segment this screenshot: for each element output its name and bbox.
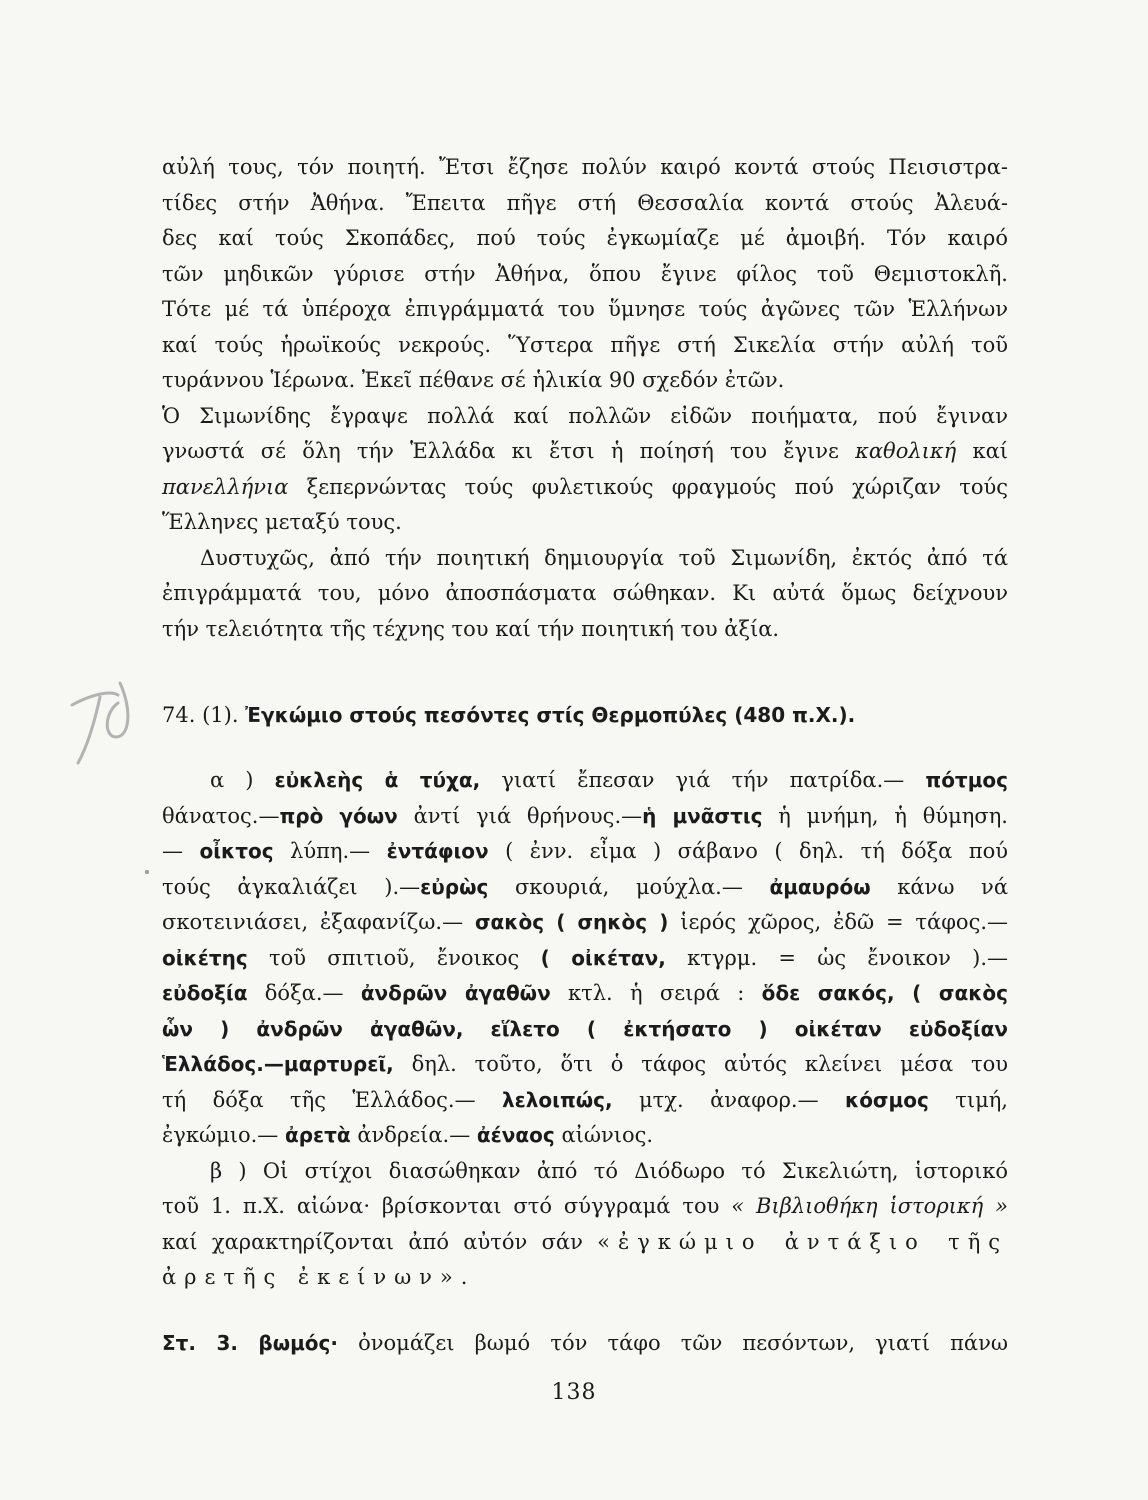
glossary-term: πρὸ γόων bbox=[279, 803, 398, 828]
glossary-term: ἐντάφιον bbox=[386, 839, 489, 863]
glossary-term: πότμος bbox=[925, 768, 1009, 792]
text-line: τίδες στήν Ἀθήνα. Ἔπειτα πῆγε στή Θεσσαλία κοντά στούς Ἀλευά- bbox=[162, 190, 1008, 215]
text-run: θάνατος.— bbox=[162, 803, 280, 828]
text-line: τῶν μηδικῶν γύρισε στήν Ἀθήνα, ὅπου ἔγινε φίλος τοῦ Θεμιστοκλῆ. bbox=[162, 261, 1008, 286]
glossary-term: σακὸς ( σηκὸς ) bbox=[474, 910, 669, 934]
glossary-line bbox=[162, 976, 1008, 1012]
text-line: καί τούς ἡρωϊκούς νεκρούς. Ὕστερα πῆγε στή Σικελία στήν αὐλή τοῦ bbox=[162, 332, 1008, 357]
handwritten-margin-mark bbox=[60, 665, 140, 775]
text-line: Δυστυχῶς, ἀπό τήν ποιητική δημιουργία τοῦ Σιμωνίδη, ἐκτός ἀπό τά bbox=[200, 545, 1008, 570]
text-run: — bbox=[162, 839, 200, 863]
section-heading bbox=[162, 697, 1008, 733]
text-line bbox=[162, 470, 1008, 506]
text-run: α ) bbox=[210, 768, 275, 792]
text-run: ξεπερνώντας τούς φυλετικούς φραγμούς πού χώριζαν τούς bbox=[288, 474, 1008, 499]
text-run: ὀνομάζει βωμό τόν τάφο τῶν πεσόντων, γιατί πάνω bbox=[338, 1330, 1008, 1355]
text-run: τιμή, bbox=[928, 1087, 1008, 1112]
text-run: ἀνδρεία.— bbox=[350, 1123, 477, 1147]
glossary-term: εὐρὼς bbox=[420, 874, 489, 899]
spaced-quote: ἀρετῆς ἐκείνων». bbox=[162, 1265, 476, 1289]
glossary-term: Ἑλλάδος.—μαρτυρεῖ, bbox=[162, 1052, 394, 1076]
text-run: ἱερός χῶρος, ἐδῶ = τάφος.— bbox=[668, 910, 1009, 934]
glossary-term: εὐκλεὴς ἁ τύχα, bbox=[274, 768, 481, 792]
paragraph-beta bbox=[162, 1154, 1008, 1296]
glossary-term: ἡ μνᾶστις bbox=[642, 803, 763, 828]
italic-title: « Βιβλιοθήκη ἱστορική » bbox=[731, 1194, 1008, 1218]
section-number: 74. (1). bbox=[162, 703, 246, 727]
glossary-line bbox=[162, 1047, 1008, 1083]
text-line: τυράννου Ἱέρωνα. Ἐκεῖ πέθανε σέ ἡλικία 90 σχεδόν ἐτῶν. bbox=[162, 368, 785, 392]
text-run: μτχ. ἀναφορ.— bbox=[612, 1087, 845, 1112]
spaced-quote: «ἐγκώμιο ἀντάξιο τῆς bbox=[597, 1229, 1008, 1254]
glossary-line bbox=[162, 1012, 1008, 1048]
text-line: δες καί τούς Σκοπάδες, πού τούς ἐγκωμίαζε μέ ἀμοιβή. Τόν καιρό bbox=[162, 226, 1008, 250]
text-run: καί χαρακτηρίζονται ἀπό αὐτόν σάν bbox=[162, 1229, 598, 1254]
text-run: κτγρμ. = ὡς ἔνοικον ).— bbox=[665, 945, 1008, 970]
text-run: κάνω νά bbox=[870, 874, 1009, 899]
glossary-term: ὅδε σακός, ( σακὸς bbox=[761, 981, 1008, 1005]
text-run: ἡ μνήμη, ἡ θύμηση. bbox=[762, 803, 1008, 828]
text-run: λύπη.— bbox=[273, 839, 387, 863]
text-line bbox=[162, 1225, 1008, 1261]
glossary-term: ὧν ) ἀνδρῶν ἀγαθῶν, εἵλετο ( ἐκτήσατο ) οἰκέταν εὐδοξίαν bbox=[162, 1016, 1008, 1041]
verse-label: Στ. 3. βωμός· bbox=[162, 1330, 338, 1355]
glossary-term: ἀνδρῶν ἀγαθῶν bbox=[360, 981, 551, 1005]
text-line: αὐλή τους, τόν ποιητή. Ἔτσι ἔζησε πολύν καιρό κοντά στούς Πεισιστρα- bbox=[162, 155, 1008, 179]
text-run: δόξα.— bbox=[247, 981, 361, 1005]
text-run: σκουριά, μούχλα.— bbox=[488, 874, 770, 899]
text-line bbox=[162, 1189, 1008, 1225]
glossary-line bbox=[162, 941, 1008, 977]
text-line bbox=[162, 1260, 1008, 1296]
text-line: Ὁ Σιμωνίδης ἔγραψε πολλά καί πολλῶν εἰδῶν ποιήματα, πού ἔγιναν bbox=[162, 403, 1008, 428]
glossary-line bbox=[162, 763, 1008, 799]
text-line: ἐπιγράμματά του, μόνο ἀποσπάσματα σώθηκαν. Κι αὐτά ὅμως δείχνουν bbox=[162, 581, 1008, 605]
text-run: σκοτεινιάσει, ἐξαφανίζω.— bbox=[162, 910, 475, 934]
paragraph-1 bbox=[162, 150, 1008, 399]
glossary-term: λελοιπώς, bbox=[501, 1087, 613, 1112]
glossary-term: ἀρετὰ bbox=[284, 1123, 351, 1147]
text-run: γνωστά σέ ὅλη τήν Ἑλλάδα κι ἔτσι ἡ ποίησή του ἔγινε bbox=[162, 439, 856, 463]
glossary-term: οἶκτος bbox=[199, 839, 274, 863]
italic-term: πανελλήνια bbox=[162, 474, 289, 499]
page-body bbox=[162, 150, 1008, 1361]
text-line: Τότε μέ τά ὑπέροχα ἐπιγράμματά του ὕμνησε τούς ἀγῶνες τῶν Ἑλλήνων bbox=[162, 297, 1008, 321]
text-line: Ἕλληνες μεταξύ τους. bbox=[162, 510, 402, 534]
text-run: δηλ. τοῦτο, ὅτι ὁ τάφος αὐτός κλείνει μέσα του bbox=[393, 1052, 1008, 1076]
section-title: Ἐγκώμιο στούς πεσόντες στίς Θερμοπύλες (480 π.Χ.). bbox=[245, 703, 856, 727]
text-run: ἀντί γιά θρήνους.— bbox=[397, 803, 643, 828]
paragraph-3 bbox=[162, 541, 1008, 648]
text-run: τοῦ σπιτιοῦ, ἔνοικος bbox=[247, 945, 541, 970]
glossary-term: ( οἰκέταν, bbox=[540, 945, 666, 970]
text-run: τοῦ 1. π.Χ. αἰώνα· βρίσκονται στό σύγγραμά του bbox=[162, 1194, 732, 1218]
glossary-term: ἀέναος bbox=[476, 1123, 555, 1147]
paragraph-2 bbox=[162, 399, 1008, 541]
glossary-line bbox=[162, 870, 1008, 906]
text-line bbox=[162, 434, 1008, 470]
glossary-term: κόσμος bbox=[844, 1087, 929, 1112]
verse-note-line bbox=[162, 1326, 1008, 1362]
text-run: αἰώνιος. bbox=[554, 1123, 654, 1147]
glossary-term: ἀμαυρόω bbox=[769, 874, 871, 899]
glossary-line bbox=[162, 834, 1008, 870]
glossary-line bbox=[162, 799, 1008, 835]
text-run: γιατί ἔπεσαν γιά τήν πατρίδα.— bbox=[480, 768, 926, 792]
page-number: 138 bbox=[551, 1380, 597, 1405]
glossary-line bbox=[162, 1118, 1008, 1154]
glossary-line bbox=[162, 1083, 1008, 1119]
glossary-line bbox=[162, 905, 1008, 941]
text-run: ἐγκώμιο.— bbox=[162, 1123, 285, 1147]
italic-term: καθολική bbox=[855, 439, 957, 463]
text-run: καί bbox=[956, 439, 1008, 463]
glossary-term: εὐδοξία bbox=[162, 981, 248, 1005]
stray-mark bbox=[145, 870, 149, 874]
text-line: τήν τελειότητα τῆς τέχνης του καί τήν ποιητική του ἀξία. bbox=[162, 616, 780, 641]
text-run: τή δόξα τῆς Ἑλλάδος.— bbox=[162, 1087, 502, 1112]
text-run: κτλ. ἡ σειρά : bbox=[550, 981, 762, 1005]
text-run: τούς ἀγκαλιάζει ).— bbox=[162, 874, 421, 899]
text-line: β ) Οἱ στίχοι διασώθηκαν ἀπό τό Διόδωρο τό Σικελιώτη, ἱστορικό bbox=[210, 1158, 1008, 1183]
text-run: ( ἐνν. εἶμα ) σάβανο ( δηλ. τή δόξα πού bbox=[488, 839, 1008, 863]
glossary-term: οἰκέτης bbox=[162, 945, 248, 970]
glossary bbox=[162, 763, 1008, 1154]
